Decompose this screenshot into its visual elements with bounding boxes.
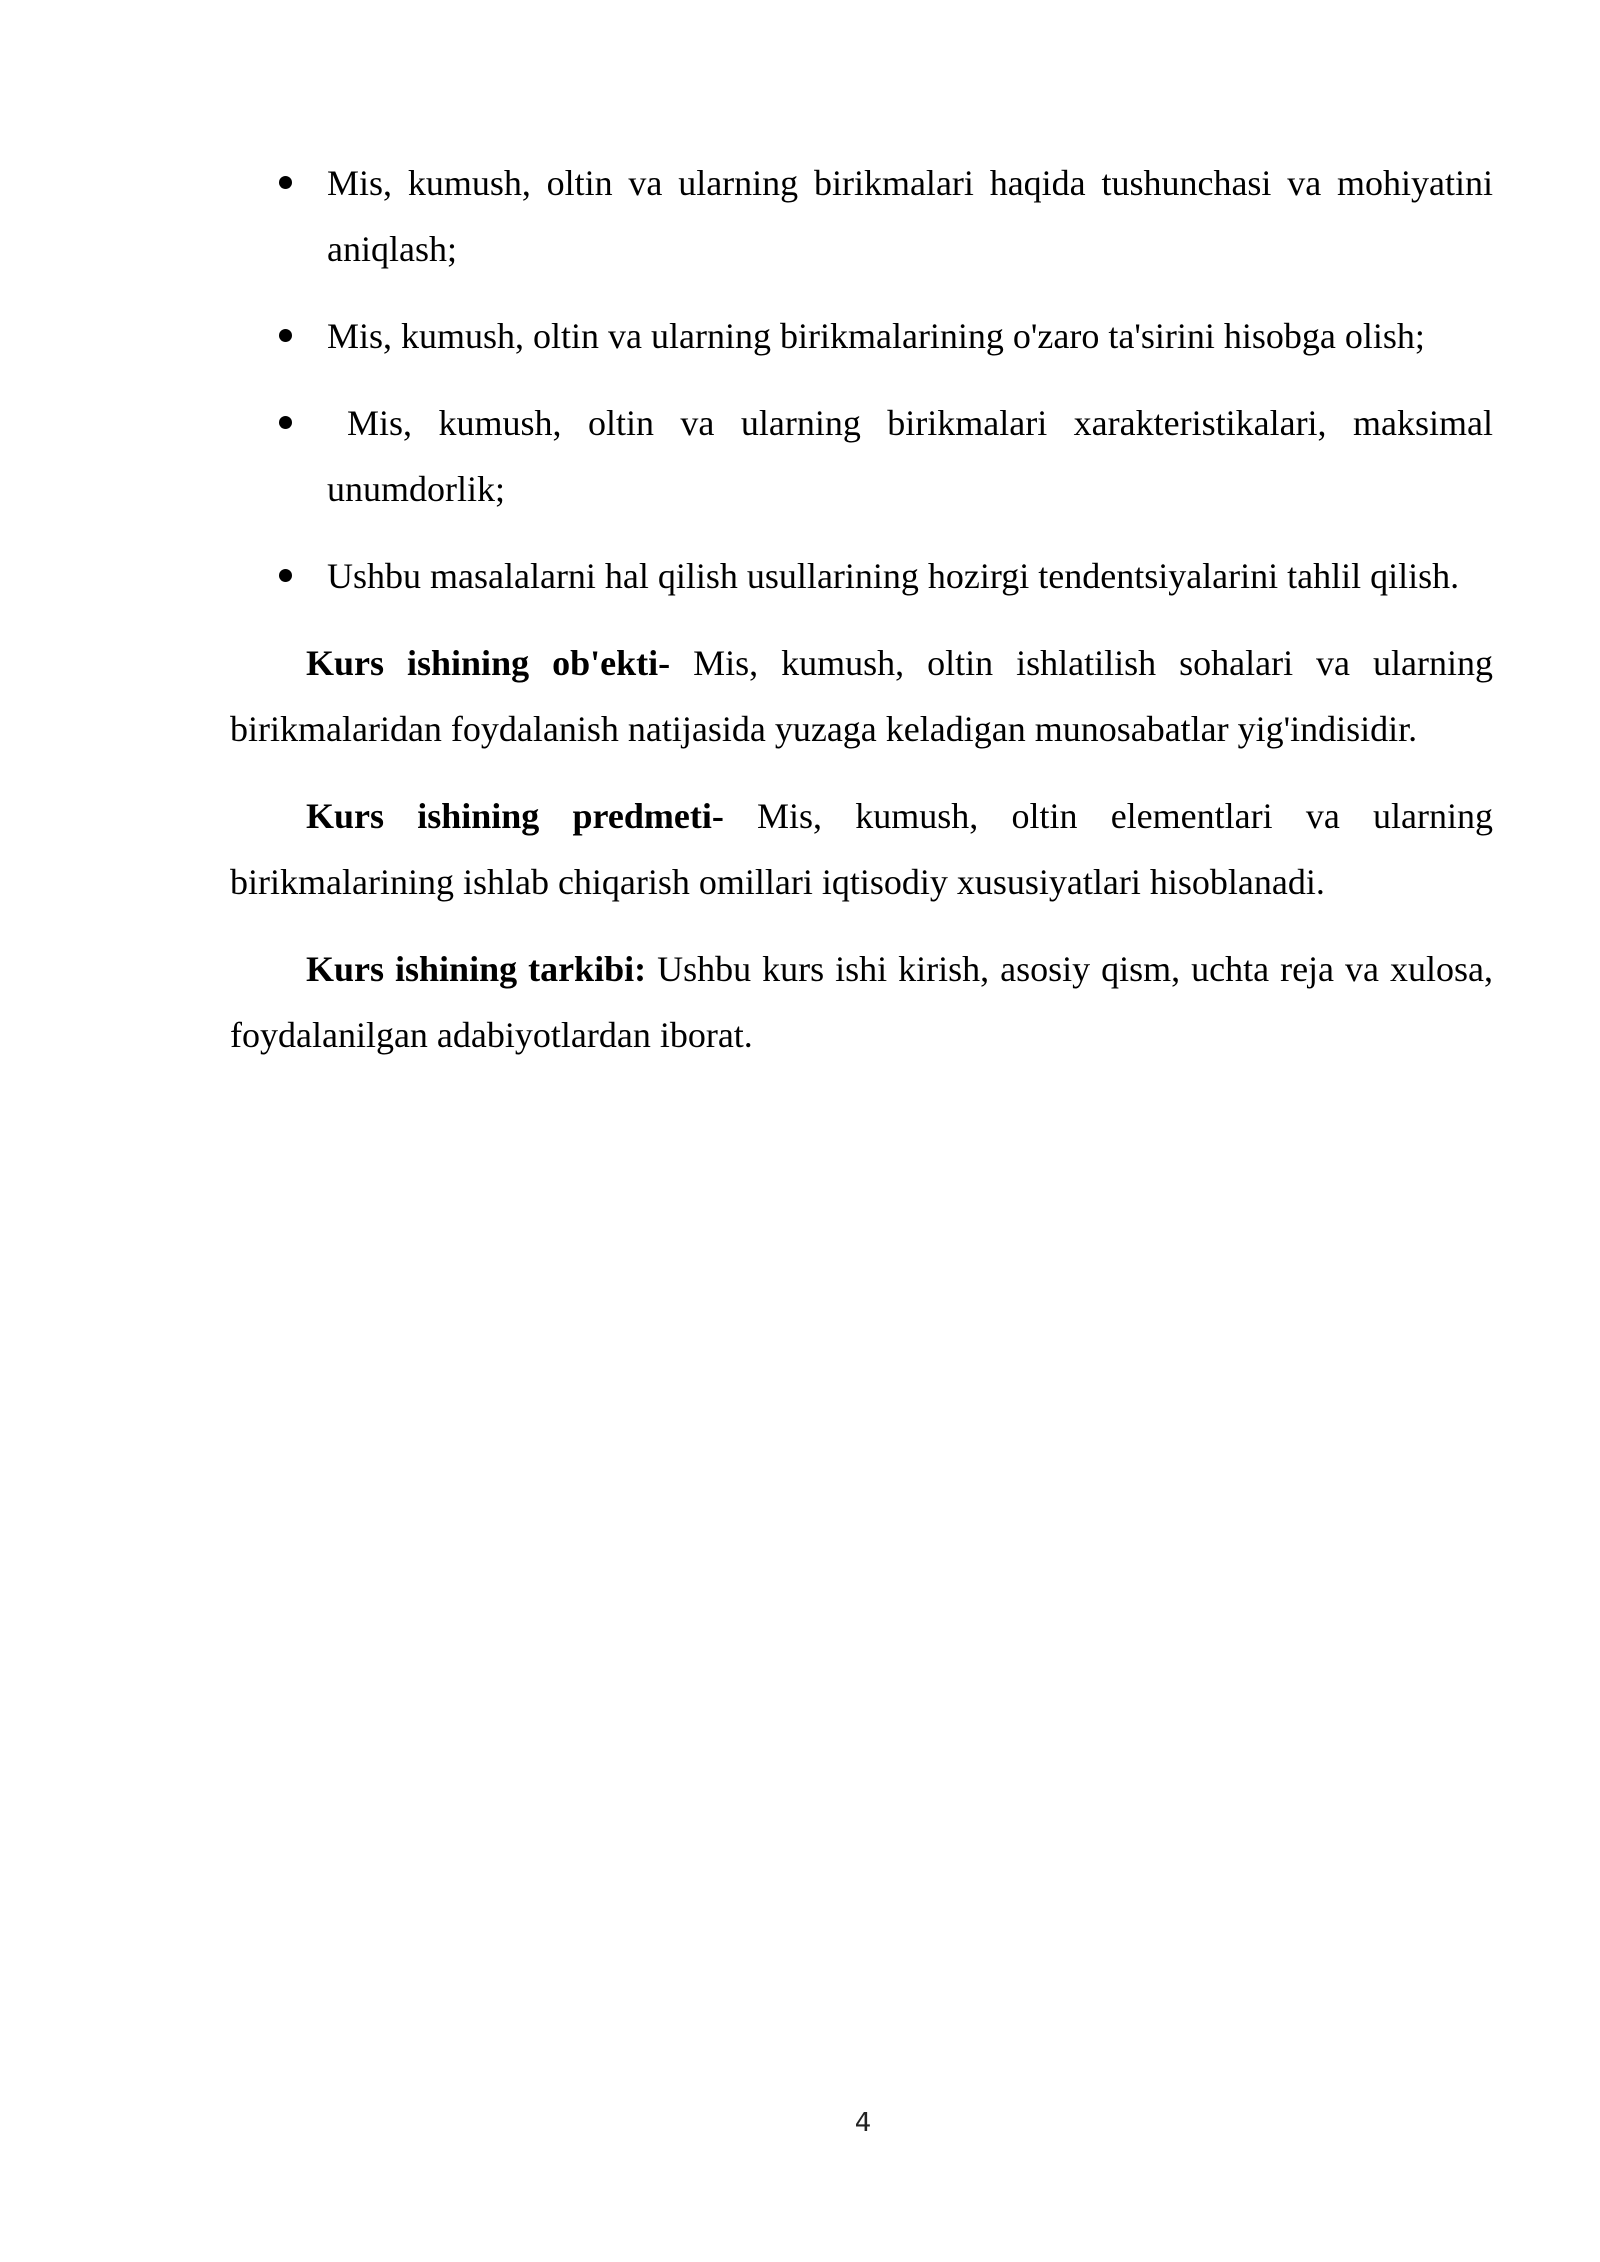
bullet-icon [279, 176, 292, 189]
list-item-text: Mis, kumush, oltin va ularning birikmalarining o'zaro ta'sirini hisobga olish; [327, 316, 1425, 356]
paragraph-label: Kurs ishining ob'ekti- [306, 643, 671, 683]
paragraph-text: Mis, kumush, oltin elementlari va ularning birikmalarining ishlab chiqarish omillari iqtisodiy xususiyatlari hisoblanadi. [230, 796, 1493, 902]
paragraph-label: Kurs ishining predmeti- [306, 796, 724, 836]
paragraph-structure [230, 936, 1493, 1068]
list-item [230, 303, 1493, 369]
bullet-icon [279, 416, 292, 429]
list-item [230, 543, 1493, 609]
list-item-text: Ushbu masalalarni hal qilish usullarining hozirgi tendentsiyalarini tahlil qilish. [327, 556, 1460, 596]
document-page [230, 150, 1493, 1089]
paragraph-object [230, 630, 1493, 762]
page-number: 4 [854, 2108, 872, 2138]
paragraph-text: Mis, kumush, oltin ishlatilish sohalari va ularning birikmalaridan foydalanish natijasida yuzaga keladigan munosabatlar yig'indisidir. [230, 643, 1494, 749]
list-item-text: Mis, kumush, oltin va ularning birikmalari haqida tushunchasi va mohiyatini aniqlash; [327, 163, 1493, 269]
objectives-list [230, 150, 1493, 609]
paragraph-text: Ushbu kurs ishi kirish, asosiy qism, uchta reja va xulosa, foydalanilgan adabiyotlardan iborat. [230, 949, 1493, 1055]
list-item [230, 150, 1493, 282]
bullet-icon [279, 569, 292, 582]
list-item-text: Mis, kumush, oltin va ularning birikmalari xarakteristikalari, maksimal unumdorlik; [327, 403, 1493, 509]
paragraph-subject [230, 783, 1493, 915]
paragraph-label: Kurs ishining tarkibi: [306, 949, 647, 989]
bullet-icon [279, 329, 292, 342]
list-item [230, 390, 1493, 522]
